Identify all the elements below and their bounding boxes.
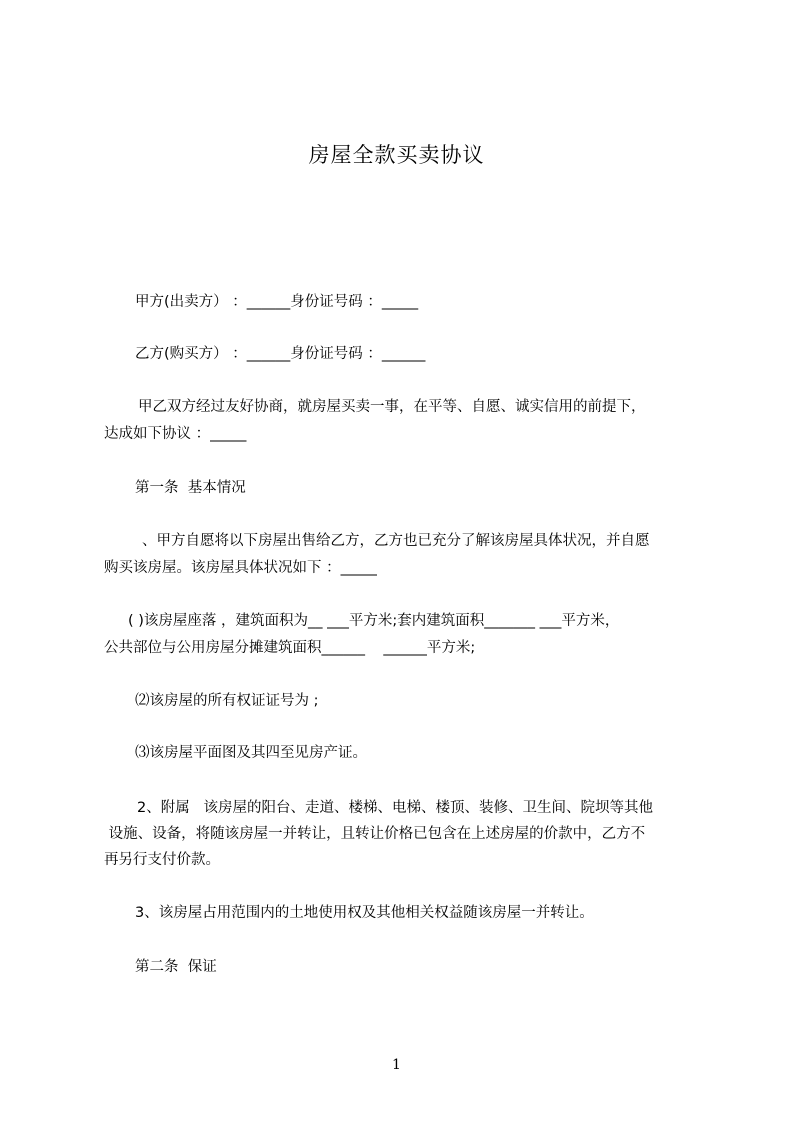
- party-a-line: 甲方(出卖方） ：______身份证号码 ：_____: [135, 294, 419, 310]
- item-3-line: ⑶该房屋平面图及其四至见房产证。: [135, 745, 367, 761]
- intro-line-2: 达成如下协议 ：_____: [104, 426, 247, 442]
- item-1-line-2: 公共部位与公用房屋分摊建筑面积______ ______平方米;: [104, 640, 476, 656]
- clause-1-line-1: 、甲方自愿将以下房屋出售给乙方，乙方也已充分了解该房屋具体状况，并自愿: [142, 533, 650, 549]
- intro-line-1: 甲乙双方经过友好协商，就房屋买卖一事，在平等、自愿、诚实信用的前提下，: [138, 399, 646, 415]
- article-2-heading: 第二条 保证: [135, 959, 217, 975]
- party-b-line: 乙方(购买方） ：______身份证号码 ：______: [135, 346, 426, 362]
- clause-3-line: 3、该房屋占用范围内的土地使用权及其他相关权益随该房屋一并转让。: [135, 905, 594, 921]
- item-1-line-1: ( )该房屋座落 ，建筑面积为__ ___平方米;套内建筑面积_______ ___平方米，: [128, 613, 620, 629]
- clause-1-line-2: 购买该房屋。该房屋具体状况如下 ：_____: [104, 560, 377, 576]
- document-title: 房屋全款买卖协议: [308, 143, 485, 167]
- article-1-heading: 第一条 基本情况: [135, 480, 246, 496]
- clause-2-line-1: 2、附属 该房屋的阳台、走道、楼梯、电梯、楼顶、装修、卫生间、院坝等其他: [137, 800, 654, 816]
- item-2-line: ⑵该房屋的所有权证证号为 ;: [135, 693, 319, 709]
- clause-2-line-3: 再另行支付价款。: [104, 852, 220, 868]
- page-number: 1: [392, 1057, 401, 1073]
- clause-2-line-2: 设施、设备，将随该房屋一并转让，且转让价格已包含在上述房屋的价款中，乙方不: [104, 826, 646, 842]
